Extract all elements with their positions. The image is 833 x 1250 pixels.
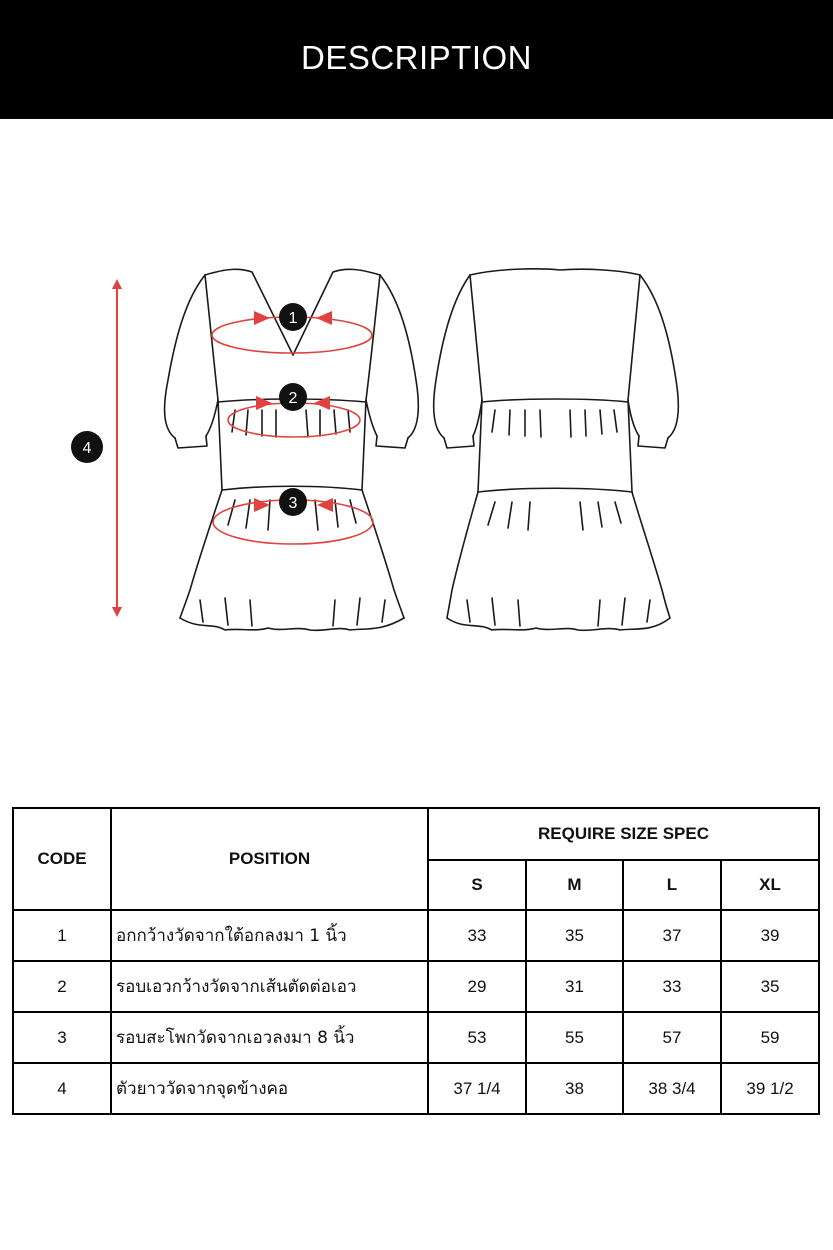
spec-header: REQUIRE SIZE SPEC	[428, 808, 819, 860]
header-title: DESCRIPTION	[300, 38, 533, 76]
table-row	[13, 961, 819, 1012]
position-header: POSITION	[111, 808, 428, 910]
marker-3	[279, 488, 307, 516]
table-row	[13, 910, 819, 961]
row-position: รอบเอวกว้างวัดจากเส้นตัดต่อเอว	[111, 961, 428, 1012]
size-spec-table	[12, 807, 820, 1115]
size-header-s: S	[428, 860, 526, 910]
value-l: 38 3/4	[623, 1063, 721, 1114]
value-xl: 39	[721, 910, 819, 961]
table-row	[13, 1063, 819, 1114]
value-xl: 59	[721, 1012, 819, 1063]
size-header-xl: XL	[721, 860, 819, 910]
row-position: อกกว้างวัดจากใต้อกลงมา 1 นิ้ว	[111, 910, 428, 961]
value-s: 33	[428, 910, 526, 961]
row-position: ตัวยาววัดจากจุดข้างคอ	[111, 1063, 428, 1114]
code-header: CODE	[13, 808, 111, 910]
value-m: 38	[526, 1063, 623, 1114]
marker-1	[279, 303, 307, 331]
table-row	[13, 1012, 819, 1063]
value-xl: 39 1/2	[721, 1063, 819, 1114]
back-dress-icon	[434, 269, 679, 631]
size-header-l: L	[623, 860, 721, 910]
row-code: 1	[13, 910, 111, 961]
row-code: 4	[13, 1063, 111, 1114]
dress-diagram	[0, 119, 833, 779]
value-s: 29	[428, 961, 526, 1012]
value-s: 53	[428, 1012, 526, 1063]
marker-4	[71, 431, 103, 463]
row-code: 3	[13, 1012, 111, 1063]
svg-text:4: 4	[82, 440, 92, 457]
value-l: 57	[623, 1012, 721, 1063]
value-l: 37	[623, 910, 721, 961]
svg-text:1: 1	[288, 310, 298, 327]
svg-text:3: 3	[288, 495, 298, 512]
value-s: 37 1/4	[428, 1063, 526, 1114]
measure-arrows	[254, 311, 333, 512]
value-m: 31	[526, 961, 623, 1012]
row-position: รอบสะโพกวัดจากเอวลงมา 8 นิ้ว	[111, 1012, 428, 1063]
value-m: 35	[526, 910, 623, 961]
value-l: 33	[623, 961, 721, 1012]
value-m: 55	[526, 1012, 623, 1063]
row-code: 2	[13, 961, 111, 1012]
value-xl: 35	[721, 961, 819, 1012]
svg-text:2: 2	[288, 390, 298, 407]
page-header	[0, 0, 833, 119]
size-header-m: M	[526, 860, 623, 910]
marker-2	[279, 383, 307, 411]
